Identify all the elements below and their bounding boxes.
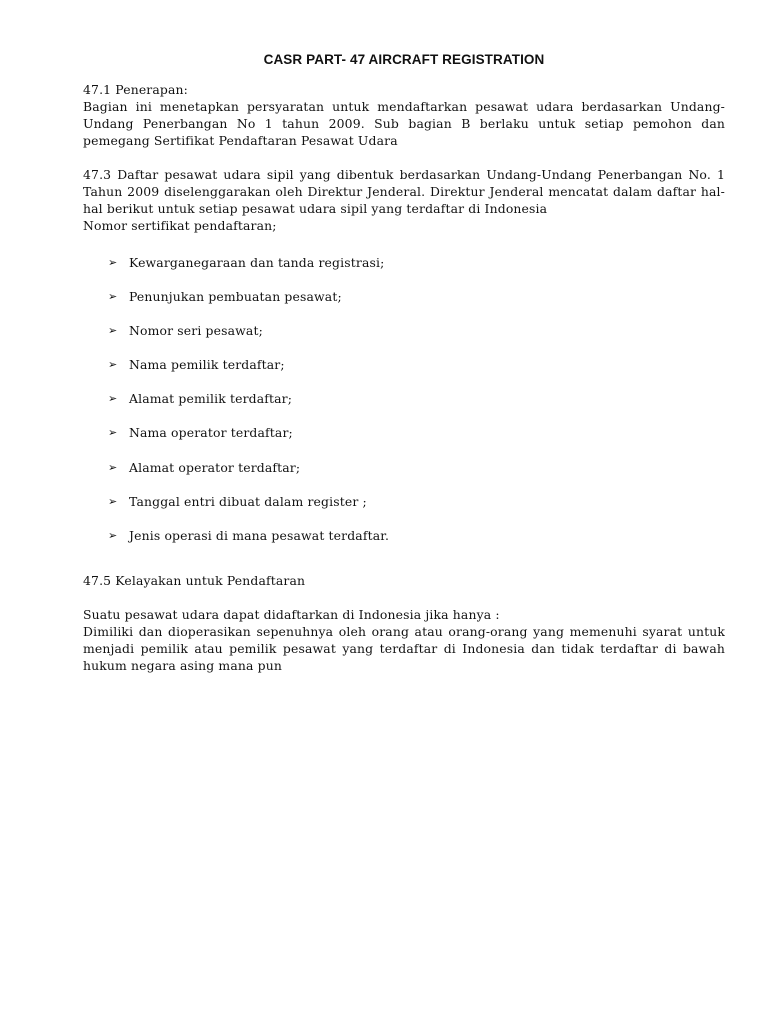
section-47-5-intro: Suatu pesawat udara dapat didaftarkan di Indonesia jika hanya : — [83, 606, 500, 622]
section-47-1-text: Bagian ini menetapkan persyaratan untuk mendaftarkan pesawat udara berdasarkan Undang-Undang Penerbangan No 1 tahun 2009. Sub bagian B berlaku untuk setiap pemohon dan pemegang Sertifikat Pendaftaran Pesawat Udara — [83, 99, 725, 148]
list-item — [83, 527, 725, 544]
section-gap — [83, 149, 725, 166]
document-body — [83, 81, 725, 674]
list-item-text: Jenis operasi di mana pesawat terdaftar. — [129, 527, 390, 543]
section-gap — [83, 589, 725, 606]
list-item-text: Alamat pemilik terdaftar; — [129, 391, 293, 407]
list-item — [83, 356, 725, 373]
arrow-bullet-icon: ➢ — [108, 290, 118, 304]
document-page — [83, 52, 725, 674]
section-47-5-heading: 47.5 Kelayakan untuk Pendaftaran — [83, 572, 306, 588]
section-47-5-text: Dimiliki dan dioperasikan sepenuhnya oleh orang atau orang-orang yang memenuhi syarat untuk menjadi pemilik atau pemilik pesawat yang terdaftar di Indonesia dan tidak terdaftar di bawah hukum negara asing mana pun — [83, 623, 725, 673]
list-item-text: Tanggal entri dibuat dalam register ; — [129, 493, 367, 509]
list-item — [83, 254, 725, 271]
list-item-text: Kewarganegaraan dan tanda registrasi; — [129, 255, 385, 270]
arrow-bullet-icon: ➢ — [108, 460, 118, 474]
list-item — [83, 390, 725, 407]
list-item — [83, 424, 725, 441]
list-item-text: Nomor seri pesawat; — [129, 323, 263, 339]
list-item — [83, 493, 725, 510]
arrow-bullet-icon: ➢ — [108, 392, 118, 406]
arrow-bullet-icon: ➢ — [108, 358, 118, 372]
arrow-bullet-icon: ➢ — [108, 528, 118, 542]
list-item-text: Alamat operator terdaftar; — [129, 459, 301, 475]
list-item — [83, 288, 725, 305]
section-47-5 — [83, 572, 725, 674]
list-item — [83, 322, 725, 339]
list-item-text: Penunjukan pembuatan pesawat; — [129, 289, 342, 305]
registry-items-list — [83, 254, 725, 544]
document-title: CASR PART- 47 AIRCRAFT REGISTRATION — [263, 52, 545, 67]
arrow-bullet-icon: ➢ — [108, 426, 118, 440]
section-47-1-heading: 47.1 Penerapan: — [83, 82, 188, 97]
list-item-text: Nama pemilik terdaftar; — [129, 357, 285, 373]
arrow-bullet-icon: ➢ — [108, 494, 118, 508]
arrow-bullet-icon: ➢ — [108, 324, 118, 338]
list-item-text: Nama operator terdaftar; — [129, 425, 293, 441]
section-47-3-text: 47.3 Daftar pesawat udara sipil yang dibentuk berdasarkan Undang-Undang Penerbangan No. 1 Tahun 2009 diselenggarakan oleh Direktur Jenderal. Direktur Jenderal mencatat dalam daftar hal-hal berikut untuk setiap pesawat udara sipil yang terdaftar di Indonesia — [83, 167, 725, 216]
arrow-bullet-icon: ➢ — [108, 256, 118, 269]
section-47-3-lead-item: Nomor sertifikat pendaftaran; — [83, 218, 277, 233]
list-item — [83, 459, 725, 476]
